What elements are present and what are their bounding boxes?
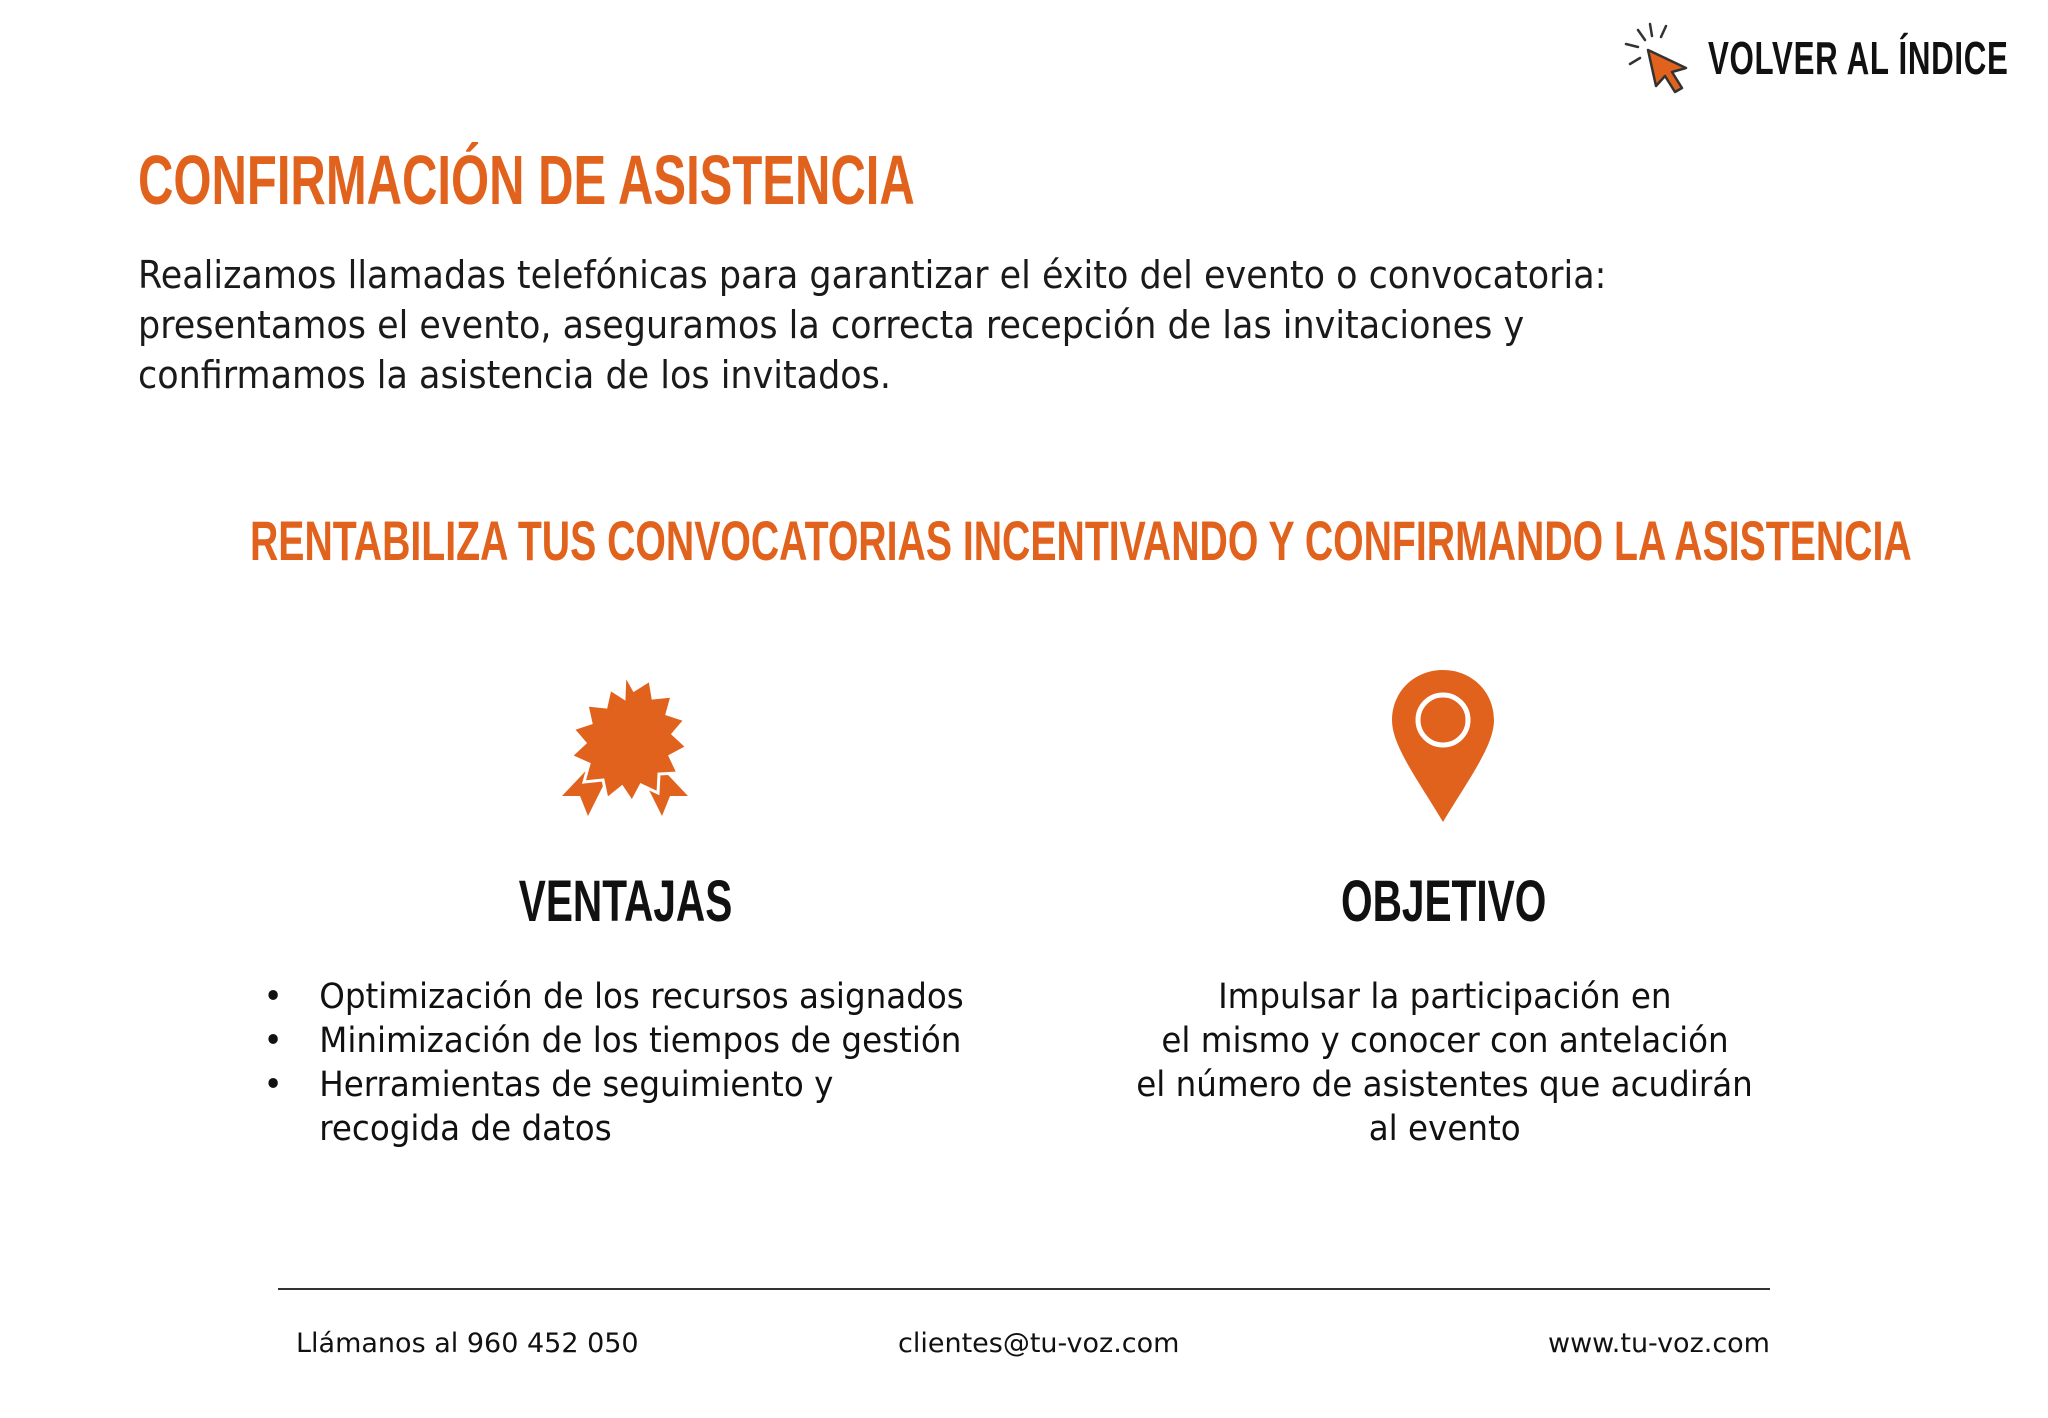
objetivo-line: el número de asistentes que acudirán [1136,1065,1754,1105]
cursor-click-icon [1620,18,1696,98]
list-item: • Optimización de los recursos asignados [256,975,1019,1019]
footer-divider [278,1288,1770,1290]
back-to-index-link[interactable] [1620,18,2048,98]
intro-line: Realizamos llamadas telefónicas para garantizar el éxito del evento o convocatoria: [138,253,1607,297]
objetivo-line: el mismo y conocer con antelación [1161,1021,1729,1061]
award-badge-icon [540,668,710,830]
objetivo-line: Impulsar la participación en [1218,977,1672,1017]
page-title: CONFIRMACIÓN DE ASISTENCIA [138,141,915,219]
footer-website[interactable]: www.tu-voz.com [1548,1328,1770,1359]
ventajas-list [256,975,1076,1151]
list-item: • Herramientas de seguimiento y recogida de datos [256,1063,1019,1151]
footer-email[interactable]: clientes@tu-voz.com [898,1328,1180,1359]
footer-phone[interactable]: Llámanos al 960 452 050 [296,1328,639,1359]
map-pin-icon [1388,668,1498,826]
ventajas-heading: VENTAJAS [519,869,733,934]
list-item: • Minimización de los tiempos de gestión [256,1019,1019,1063]
intro-paragraph [138,250,1812,400]
intro-line: confirmamos la asistencia de los invitados. [138,353,892,397]
back-to-index-label: VOLVER AL ÍNDICE [1708,32,2009,84]
intro-line: presentamos el evento, aseguramos la correcta recepción de las invitaciones y [138,303,1525,347]
objetivo-heading: OBJETIVO [1341,869,1547,934]
objetivo-text [1110,975,1780,1151]
section-subtitle: RENTABILIZA TUS CONVOCATORIAS INCENTIVANDO Y CONFIRMANDO LA ASISTENCIA [250,509,1912,572]
objetivo-line: al evento [1369,1109,1521,1149]
